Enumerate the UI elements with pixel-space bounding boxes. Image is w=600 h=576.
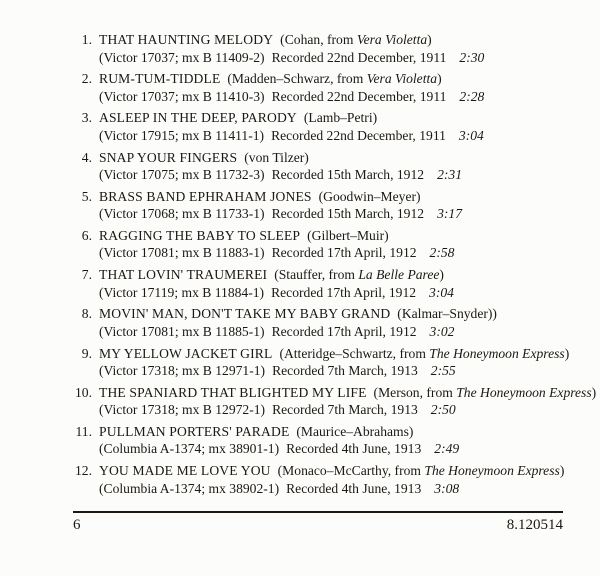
track-credit-text: (Maurice–Abrahams) xyxy=(296,423,414,439)
track-duration: 2:30 xyxy=(459,49,485,65)
track-title-line xyxy=(99,188,582,206)
track-duration: 2:58 xyxy=(429,245,455,261)
track-title: THE SPANIARD THAT BLIGHTED MY LIFE xyxy=(99,384,367,400)
track-detail-line xyxy=(99,401,596,419)
track-entry xyxy=(99,109,582,144)
track-record-info: (Victor 17037; mx B 11410-3) xyxy=(99,88,265,104)
track-title: BRASS BAND EPHRAHAM JONES xyxy=(99,188,312,204)
track-recorded-date: Recorded 22nd December, 1911 xyxy=(271,127,446,143)
track-title: RAGGING THE BABY TO SLEEP xyxy=(99,227,301,243)
track-row xyxy=(58,305,582,340)
show-name: The Honeymoon Express xyxy=(456,384,592,400)
track-row xyxy=(58,31,582,66)
track-entry xyxy=(99,31,582,66)
track-credits xyxy=(307,228,389,243)
track-detail-line xyxy=(99,49,582,67)
track-row xyxy=(58,149,582,184)
track-record-info: (Columbia A-1374; mx 38901-1) xyxy=(99,441,280,457)
track-credits xyxy=(280,32,432,47)
track-row xyxy=(58,384,597,419)
show-name: Vera Violetta xyxy=(356,32,428,47)
track-duration: 2:28 xyxy=(459,88,485,104)
track-detail-line xyxy=(99,480,582,498)
track-record-info: (Victor 17318; mx B 12972-1) xyxy=(99,402,266,418)
track-recorded-date: Recorded 15th March, 1912 xyxy=(271,206,425,222)
track-credit-close: ) xyxy=(437,71,442,87)
track-title: RUM-TUM-TIDDLE xyxy=(99,71,221,87)
track-credit-text: (von Tilzer) xyxy=(244,149,309,165)
track-entry xyxy=(99,266,582,301)
track-recorded-date: Recorded 17th April, 1912 xyxy=(271,323,417,339)
track-record-info: (Victor 17068; mx B 11733-1) xyxy=(99,206,265,222)
track-record-info: (Victor 17075; mx B 11732-3) xyxy=(99,167,265,183)
track-number: 9. xyxy=(81,345,92,361)
track-record-info: (Columbia A-1374; mx 38902-1) xyxy=(99,480,280,496)
track-detail-line xyxy=(99,362,582,380)
track-entry xyxy=(99,149,582,184)
catalog-number: 8.120514 xyxy=(506,517,563,533)
track-number: 3. xyxy=(81,110,92,126)
track-title-line xyxy=(99,462,582,480)
footer-row xyxy=(73,517,563,533)
track-detail-line xyxy=(99,440,582,458)
track-recorded-date: Recorded 4th June, 1913 xyxy=(286,441,422,457)
track-detail-line xyxy=(99,88,582,106)
track-row xyxy=(58,266,582,301)
track-entry xyxy=(99,70,582,105)
track-title-line xyxy=(99,266,582,284)
track-row xyxy=(58,188,582,223)
track-record-info: (Victor 17081; mx B 11885-1) xyxy=(99,323,265,339)
track-credit-text: (Atteridge–Schwartz, from xyxy=(279,345,430,361)
track-credit-text: (Stauffer, from xyxy=(274,267,359,283)
track-credits xyxy=(244,150,309,165)
show-name: The Honeymoon Express xyxy=(424,463,560,479)
track-detail-line xyxy=(99,166,582,184)
show-name: Vera Violetta xyxy=(366,71,438,87)
track-number: 12. xyxy=(75,463,92,479)
track-number: 11. xyxy=(75,423,92,439)
track-detail-line xyxy=(99,323,582,341)
track-title-line xyxy=(99,109,582,127)
track-title: YOU MADE ME LOVE YOU xyxy=(99,463,271,479)
track-entry xyxy=(99,384,596,419)
track-recorded-date: Recorded 4th June, 1913 xyxy=(286,480,422,496)
track-recorded-date: Recorded 17th April, 1912 xyxy=(271,284,417,300)
track-duration: 3:08 xyxy=(434,480,460,496)
track-record-info: (Victor 17037; mx B 11409-2) xyxy=(99,49,265,65)
track-recorded-date: Recorded 17th April, 1912 xyxy=(271,245,417,261)
track-title: THAT LOVIN' TRAUMEREI xyxy=(99,267,268,283)
track-credit-text: (Kalmar–Snyder)) xyxy=(397,306,497,322)
track-credits xyxy=(279,346,569,361)
track-row xyxy=(58,423,582,458)
track-credits xyxy=(278,463,565,478)
track-title-line xyxy=(99,384,596,402)
track-number: 5. xyxy=(81,188,92,204)
track-title: SNAP YOUR FINGERS xyxy=(99,149,238,165)
track-duration: 3:02 xyxy=(429,323,455,339)
track-duration: 2:55 xyxy=(430,363,456,378)
track-credit-close: ) xyxy=(559,463,565,479)
track-number: 4. xyxy=(81,149,92,165)
track-recorded-date: Recorded 22nd December, 1911 xyxy=(271,88,447,104)
track-title: MY YELLOW JACKET GIRL xyxy=(99,345,273,361)
track-record-info: (Victor 17318; mx B 12971-1) xyxy=(99,363,266,378)
track-title-line xyxy=(99,149,582,167)
track-title-line xyxy=(99,345,582,363)
track-detail-line xyxy=(99,127,582,145)
track-credits xyxy=(304,110,377,125)
page-footer xyxy=(73,511,563,533)
track-duration: 2:31 xyxy=(437,167,462,183)
track-number: 2. xyxy=(81,71,92,87)
track-title: THAT HAUNTING MELODY xyxy=(99,32,274,47)
track-title-line xyxy=(99,31,582,49)
track-credit-close: ) xyxy=(591,384,597,400)
track-credit-text: (Goodwin–Meyer) xyxy=(318,188,421,204)
track-number: 10. xyxy=(75,384,92,400)
track-record-info: (Victor 17119; mx B 11884-1) xyxy=(99,284,265,300)
track-recorded-date: Recorded 7th March, 1913 xyxy=(272,402,418,418)
track-entry xyxy=(99,345,582,380)
track-row xyxy=(58,227,582,262)
track-detail-line xyxy=(99,284,582,302)
track-credits xyxy=(274,267,444,282)
track-number: 1. xyxy=(81,32,92,47)
track-entry xyxy=(99,423,582,458)
track-entry xyxy=(99,305,582,340)
track-entry xyxy=(99,227,582,262)
track-credits xyxy=(397,306,497,321)
track-credits xyxy=(227,71,441,86)
track-duration: 2:49 xyxy=(434,441,460,457)
track-credit-text: (Monaco–McCarthy, from xyxy=(277,463,425,479)
track-credit-close: ) xyxy=(439,267,444,283)
track-credit-text: (Gilbert–Muir) xyxy=(307,227,389,243)
track-credits xyxy=(319,189,421,204)
track-row xyxy=(58,109,582,144)
track-recorded-date: Recorded 22nd December, 1911 xyxy=(271,49,447,65)
track-record-info: (Victor 17915; mx B 11411-1) xyxy=(99,127,265,143)
track-credit-text: (Lamb–Petri) xyxy=(303,110,378,126)
track-record-info: (Victor 17081; mx B 11883-1) xyxy=(99,245,265,261)
track-recorded-date: Recorded 15th March, 1912 xyxy=(271,167,425,183)
track-credit-text: (Cohan, from xyxy=(280,32,357,47)
track-title: PULLMAN PORTERS' PARADE xyxy=(99,423,290,439)
track-title-line xyxy=(99,227,582,245)
track-duration: 3:04 xyxy=(458,127,484,143)
track-duration: 2:50 xyxy=(430,402,456,418)
track-row xyxy=(58,462,582,497)
track-number: 6. xyxy=(81,227,92,243)
track-detail-line xyxy=(99,205,582,223)
track-title: ASLEEP IN THE DEEP, PARODY xyxy=(99,110,297,126)
track-credit-close: ) xyxy=(427,32,432,47)
track-row xyxy=(58,345,582,380)
track-duration: 3:04 xyxy=(429,284,454,300)
track-credits xyxy=(374,385,597,400)
track-credit-text: (Merson, from xyxy=(373,384,457,400)
page-number: 6 xyxy=(73,517,81,533)
track-title-line xyxy=(99,423,582,441)
track-title-line xyxy=(99,305,582,323)
show-name: The Honeymoon Express xyxy=(429,345,565,361)
track-number: 7. xyxy=(81,267,92,283)
track-row xyxy=(58,70,582,105)
track-duration: 3:17 xyxy=(437,206,462,222)
show-name: La Belle Paree xyxy=(358,267,440,283)
track-entry xyxy=(99,188,582,223)
track-credit-close: ) xyxy=(564,345,570,361)
track-credits xyxy=(296,424,413,439)
footer-rule xyxy=(73,511,563,513)
track-number: 8. xyxy=(81,306,92,322)
track-title: MOVIN' MAN, DON'T TAKE MY BABY GRAND xyxy=(99,306,391,322)
track-detail-line xyxy=(99,244,582,262)
track-entry xyxy=(99,462,582,497)
track-recorded-date: Recorded 7th March, 1913 xyxy=(272,363,418,378)
track-credit-text: (Madden–Schwarz, from xyxy=(227,71,367,87)
track-title-line xyxy=(99,70,582,88)
